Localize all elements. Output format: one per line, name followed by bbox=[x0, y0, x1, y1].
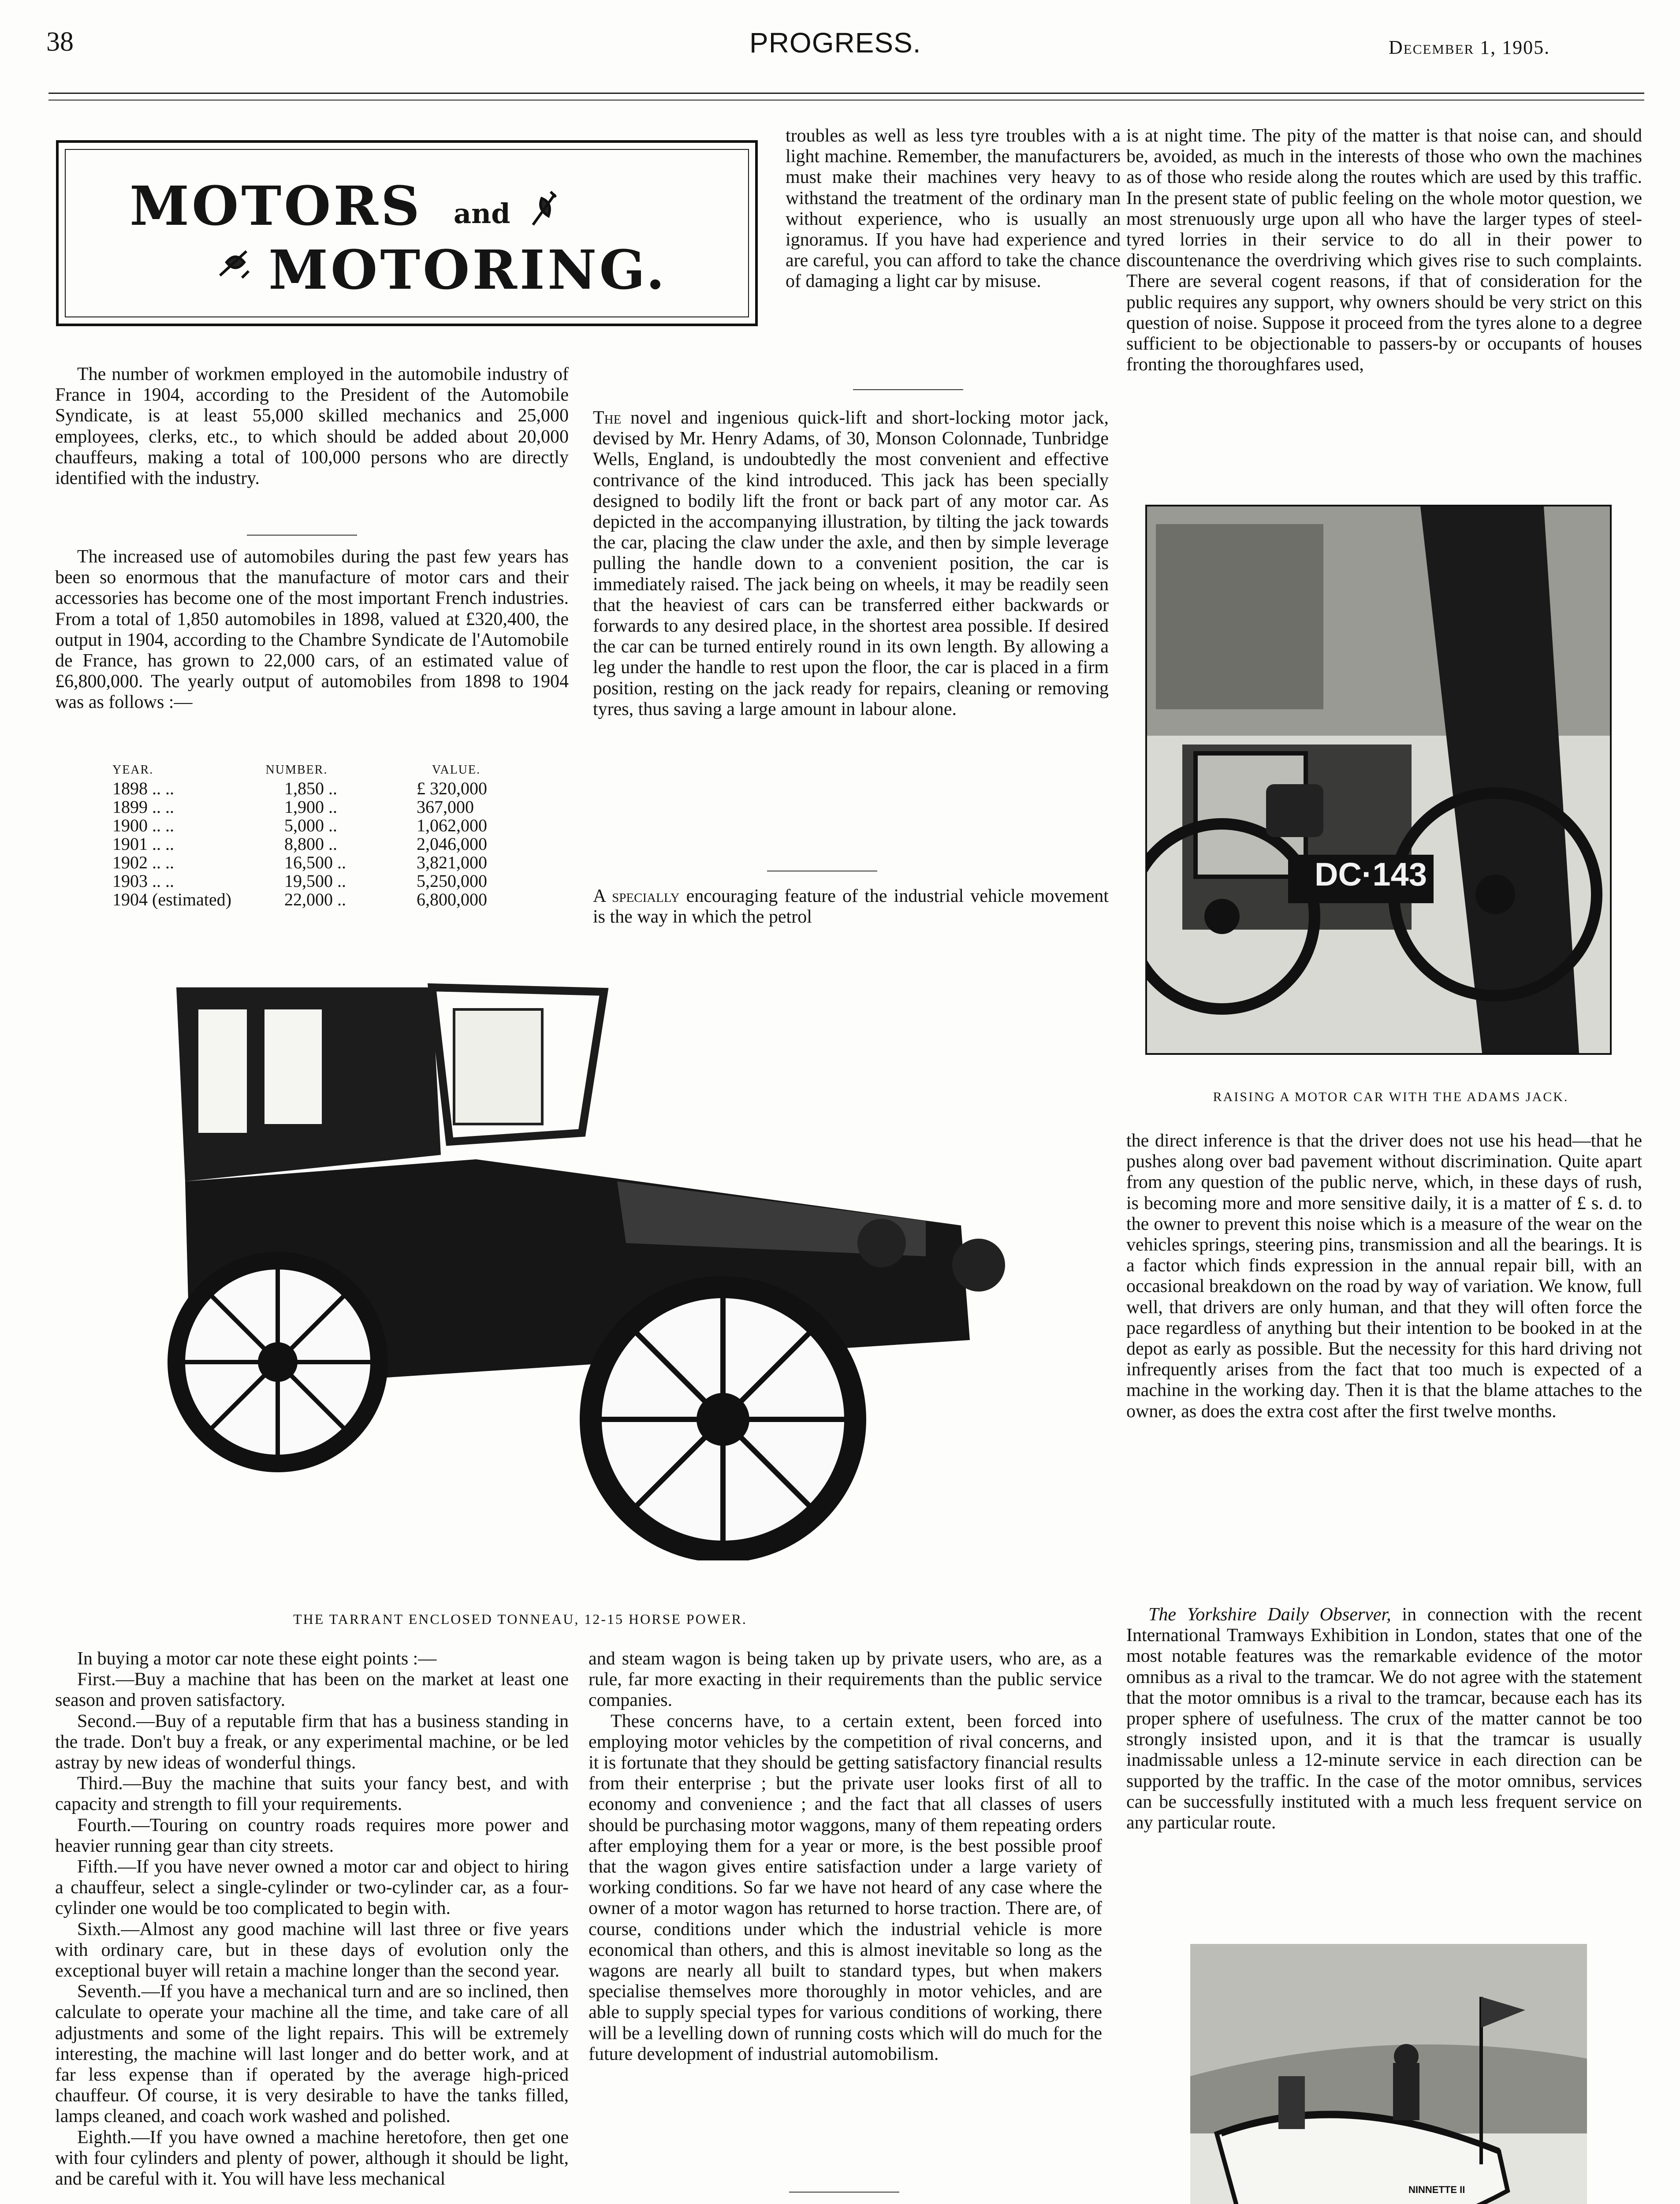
cell-number: 16,500 .. bbox=[284, 853, 346, 872]
table-row bbox=[112, 853, 558, 872]
paragraph: the direct inference is that the driver does not use his head—that he pushes along over bad pavement without discrimination. Quite apart from any question of the public nerve, which, in these days of rush, is becoming more and more sensitive daily, it is a matter of £ s. d. to the owner to prevent this noise which is a measure of the wear on the vehicles springs, steering pins, transmission and all the bearings. It is a factor which finds expression in the annual repair bill, with an occasional breakdown on the road by way of variation. We know, full well, that drivers are only human, and that they will often force the pace regardless of anything but their intention to be booked in at the depot as early as possible. But the necessity for this hard driving not infrequently arises from the fact that too much is expected of a machine in the working day. Then it is that the blame attaches to the owner, as does the extra cost after the first twelve months. bbox=[1126, 1131, 1642, 1422]
cell-value: 367,000 bbox=[417, 797, 474, 817]
cell-value: 6,800,000 bbox=[417, 890, 487, 909]
table-row bbox=[112, 798, 558, 816]
output-table bbox=[112, 761, 558, 909]
banner-line2: MOTORING. bbox=[268, 238, 667, 302]
cell-number: 5,000 .. bbox=[284, 815, 337, 835]
paragraph: Second.—Buy of a reputable firm that has a business standing in the trade. Don't buy a freak, or any experimental machine, or be led astray by new ideas of wonderful things. bbox=[55, 1711, 569, 1773]
column-2-mid bbox=[593, 408, 1109, 720]
header-rule bbox=[48, 93, 1644, 94]
banner-and: and bbox=[454, 197, 510, 230]
paragraph: is at night time. The pity of the matter is that noise can, and should be, avoided, as much in the interests of those who own the machines as of those who reside along the routes which are used by this traffic. In the present state of public feeling on the whole motor question, we most strenuously urge upon all who have the larger types of steel-tyred lorries in their service to do all in their power to discountenance the overdriving which gives rise to such complaints. There are several cogent reasons, if that of consideration for the public requires any support, why owners should be very strict on this question of noise. Suppose it proceed from the tyres alone to a degree sufficient to be objectionable to passers-by or occupants of houses fronting the thoroughfares used, bbox=[1126, 126, 1642, 375]
table-header bbox=[112, 761, 558, 779]
lead-in: A specially bbox=[593, 886, 680, 906]
column-1-top bbox=[55, 364, 569, 489]
cell-value: 3,821,000 bbox=[417, 853, 487, 872]
cell-year: 1901 .. .. bbox=[112, 834, 174, 854]
banner-line1: MOTORS bbox=[130, 174, 422, 238]
car-caption: THE TARRANT ENCLOSED TONNEAU, 12-15 HORSE POWER. bbox=[293, 1611, 747, 1627]
section-banner bbox=[56, 140, 758, 326]
column-3-mid bbox=[1126, 1131, 1642, 1422]
jack-caption: RAISING A MOTOR CAR WITH THE ADAMS JACK. bbox=[1213, 1090, 1569, 1104]
lead-in: The bbox=[593, 408, 622, 428]
paragraph: The number of workmen employed in the automobile industry of France in 1904, according to the President of the Automobile Syndicate, is at least 55,000 skilled mechanics and 25,000 employees, clerks, etc., to which should be added about 20,000 chauffeurs, making a total of 100,000 persons who are directly identified with the industry. bbox=[55, 364, 569, 489]
paragraph: Eighth.—If you have owned a machine heretofore, then get one with four cylinders and plenty of power, although it should be light, and be careful with it. You will have less mechanical bbox=[55, 2127, 569, 2189]
cell-value: 5,250,000 bbox=[417, 871, 487, 891]
paragraph: Fifth.—If you have never owned a motor car and object to hiring a chauffeur, select a single-cylinder or two-cylinder car, as a four-cylinder one would be too complicated to begin with. bbox=[55, 1857, 569, 1919]
cell-number: 1,850 .. bbox=[284, 778, 337, 798]
column-2-top bbox=[786, 126, 1121, 292]
flourish-icon-2 bbox=[216, 245, 255, 284]
header-year: YEAR. bbox=[112, 763, 154, 777]
cell-number: 19,500 .. bbox=[284, 871, 346, 891]
cell-year: 1900 .. .. bbox=[112, 815, 174, 835]
table-row bbox=[112, 890, 558, 909]
paragraph: troubles as well as less tyre troubles with a light machine. Remember, the manufacturers must make their machines very heavy to withstand the treatment of the ordinary man without experience, who is usually an ignoramus. If you have had experience and are careful, you can afford to take the chance of damaging a light car by misuse. bbox=[786, 126, 1121, 292]
cell-value: 2,046,000 bbox=[417, 834, 487, 854]
column-2-bottom bbox=[589, 1649, 1102, 2065]
cell-number: 1,900 .. bbox=[284, 797, 337, 817]
car-on-jack-illustration bbox=[1147, 506, 1610, 1053]
paragraph bbox=[593, 886, 1109, 927]
paragraph-body: encouraging feature of the industrial vehicle movement is the way in which the petrol bbox=[593, 886, 1109, 927]
section-divider bbox=[853, 389, 963, 390]
cell-year: 1903 .. .. bbox=[112, 871, 174, 891]
adams-jack-photo bbox=[1145, 505, 1612, 1055]
cell-year: 1898 .. .. bbox=[112, 778, 174, 798]
section-divider bbox=[789, 2192, 899, 2193]
paragraph: These concerns have, to a certain extent, been forced into employing motor vehicles by the competition of rival concerns, and it is fortunate that they should be getting satisfactory financial results from their enterprise ; but the private user looks first of all to economy and convenience ; and the fact that all classes of users should be purchasing motor waggons, many of them repeating orders after employing them for a year or more, is the best possible proof that the wagon gives entire satisfaction under a large variety of working conditions. So far we have not heard of any case where the owner of a motor wagon has returned to horse traction. There are, of course, conditions under which the industrial vehicle is more economical than others, and this is almost inevitable so long as the wagons are nearly all built to standard types, but when makers specialise themselves more thoroughly in motor vehicles, and are able to supply special types for various conditions of working, there will be a levelling down of running costs which will do much for the future development of industrial automobilism. bbox=[589, 1711, 1102, 2064]
column-1-bottom bbox=[55, 1649, 569, 2189]
paragraph: First.—Buy a machine that has been on the market at least one season and proven satisfactory. bbox=[55, 1669, 569, 1711]
column-2-lower bbox=[593, 886, 1109, 927]
licence-plate: DC·143 bbox=[1315, 856, 1427, 893]
section-divider bbox=[247, 535, 357, 536]
paragraph: and steam wagon is being taken up by private users, who are, as a rule, far more exacting in their requirements than the public service companies. bbox=[589, 1649, 1102, 1711]
motor-boat-photo bbox=[1190, 1944, 1587, 2204]
car-drawing bbox=[132, 974, 1040, 1560]
tarrant-car-illustration bbox=[132, 974, 1040, 1560]
paragraph: The increased use of automobiles during the past few years has been so enormous that the manufacture of motor cars and their accessories has become one of the most important French industries. From a total of 1,850 automobiles in 1898, valued at £320,400, the output in 1904, according to the Chambre Syndicate de l'Automobile de France, has grown to 22,000 cars, of an estimated value of £6,800,000. The yearly output of automobiles from 1898 to 1904 was as follows :— bbox=[55, 547, 569, 713]
table-row bbox=[112, 835, 558, 853]
cell-value: 1,062,000 bbox=[417, 815, 487, 835]
table-row bbox=[112, 779, 558, 798]
paragraph: Sixth.—Almost any good machine will last three or five years with ordinary care, but in these days of evolution only the exceptional buyer will retain a machine longer than the second year. bbox=[55, 1919, 569, 1981]
header-value: VALUE. bbox=[432, 763, 481, 777]
table-row bbox=[112, 816, 558, 835]
table-row bbox=[112, 872, 558, 890]
header-rule-2 bbox=[48, 100, 1644, 101]
boat-illustration bbox=[1190, 1944, 1587, 2204]
cell-year: 1904 (estimated) bbox=[112, 890, 231, 909]
cell-value: £ 320,000 bbox=[417, 778, 487, 798]
flourish-icon bbox=[529, 190, 564, 229]
cell-number: 22,000 .. bbox=[284, 890, 346, 909]
boat-hull-name: NINNETTE II bbox=[1408, 2184, 1465, 2195]
page-number: 38 bbox=[46, 27, 74, 57]
paragraph bbox=[1126, 1605, 1642, 1833]
publication-name: The Yorkshire Daily Observer, bbox=[1148, 1605, 1391, 1625]
paragraph: Seventh.—If you have a mechanical turn and are so inclined, then calculate to operate your machine all the time, and take care of all adjustments and some of the light repairs. This will be extremely interesting, the machine will last longer and do better work, and at far less expense than if operated by the average high-priced chauffeur. Of course, it is very desirable to have the tanks filled, lamps cleaned, and coach work washed and polished. bbox=[55, 1981, 569, 2127]
paragraph: In buying a motor car note these eight points :— bbox=[77, 1649, 437, 1669]
cell-year: 1899 .. .. bbox=[112, 797, 174, 817]
column-3-bottom bbox=[1126, 1605, 1642, 1833]
journal-title: PROGRESS. bbox=[749, 27, 921, 59]
column-1-mid bbox=[55, 547, 569, 713]
paragraph-body: in connection with the recent International Tramways Exhibition in London, states that one of the most notable features was the remarkable evidence of the motor omnibus as a rival to the tramcar. We do not agree with the statement that the motor omnibus is a rival to the tramcar, because each has its proper sphere of usefulness. The crux of the matter cannot be too strongly insisted upon, and it is that the tramcar is usually inadmissable unless a 12-minute service in each direction can be supported by the traffic. In the case of the motor omnibus, services can be successfully instituted with a much less frequent service on any particular route. bbox=[1126, 1605, 1642, 1833]
paragraph bbox=[593, 408, 1109, 720]
paragraph: Third.—Buy the machine that suits your fancy best, and with capacity and strength to fill your requirements. bbox=[55, 1773, 569, 1815]
header-number: NUMBER. bbox=[265, 763, 328, 777]
cell-year: 1902 .. .. bbox=[112, 853, 174, 872]
paragraph-body: novel and ingenious quick-lift and short-locking motor jack, devised by Mr. Henry Adams, of 30, Monson Colonnade, Tunbridge Wells, England, is undoubtedly the most convenient and effective contrivance of the kind introduced. This jack has been specially designed to bodily lift the front or back part of any motor car. As depicted in the accompanying illustration, by tilting the jack towards the car, placing the claw under the axle, and then by simple leverage pulling the handle down to a convenient position, the car is immediately raised. The jack being on wheels, it may be readily seen that the heaviest of cars can be transferred either backwards or forwards to any desired place, in the shortest area possible. If desired the car can be turned entirely round in its own length. By allowing a leg under the handle to rest upon the floor, the car is placed in a firm position, resting on the jack ready for repairs, cleaning or removing tyres, thus saving a large amount in labour alone. bbox=[593, 408, 1109, 719]
issue-date: December 1, 1905. bbox=[1389, 37, 1550, 58]
paragraph: Fourth.—Touring on country roads requires more power and heavier running gear than city streets. bbox=[55, 1815, 569, 1856]
cell-number: 8,800 .. bbox=[284, 834, 337, 854]
column-3-top bbox=[1126, 126, 1642, 375]
